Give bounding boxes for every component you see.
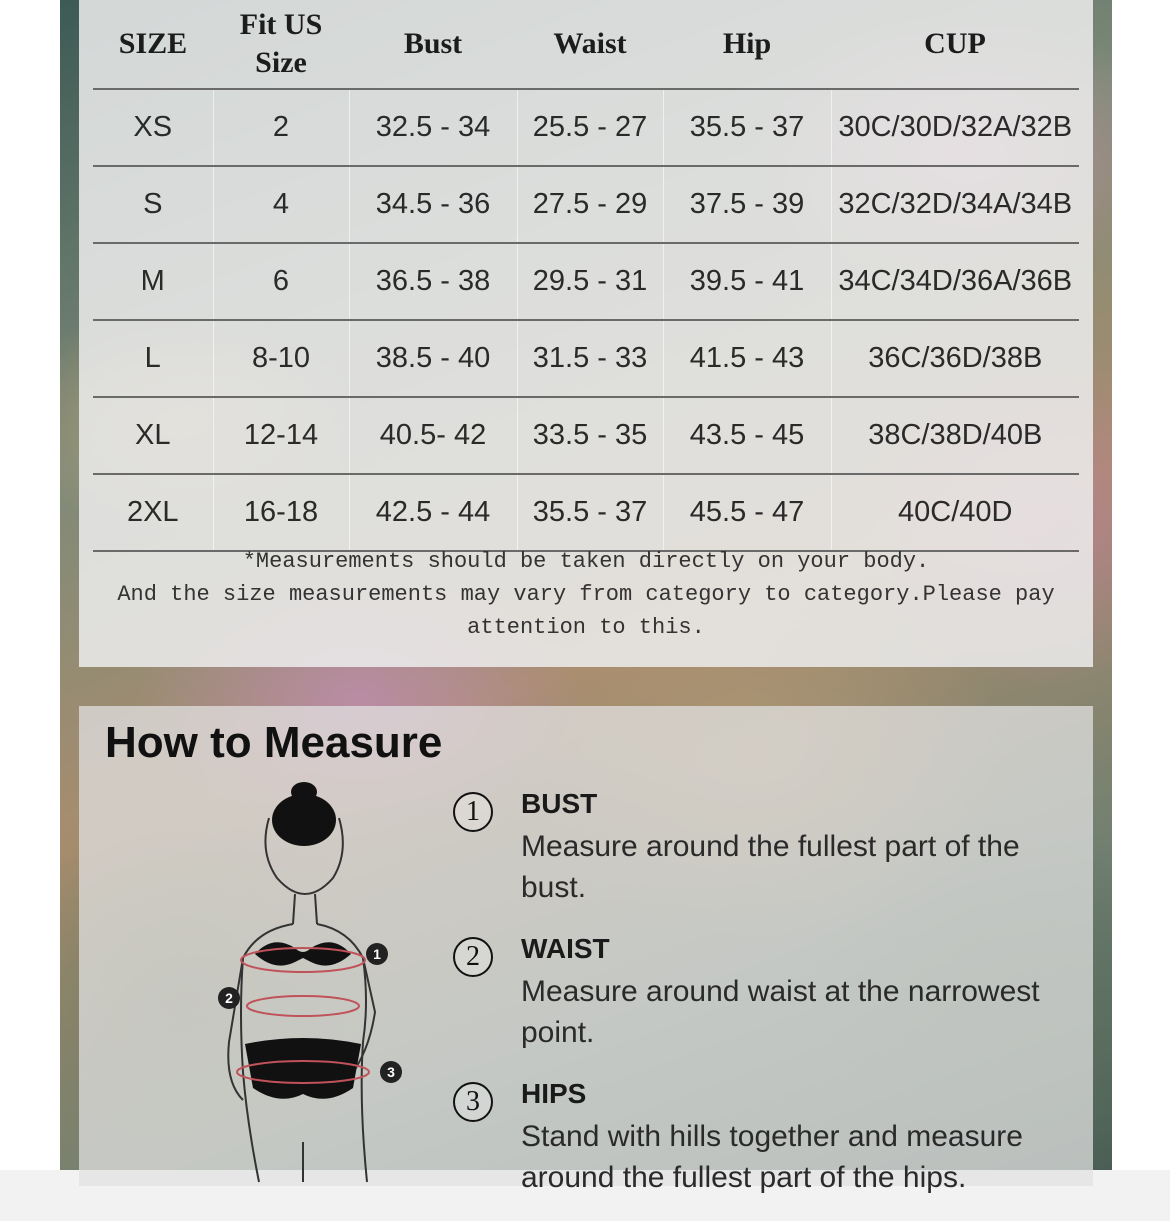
step-number-2-icon: 2 — [453, 937, 493, 977]
table-cell-cup: 30C/30D/32A/32B — [831, 89, 1079, 166]
table-cell-hip: 37.5 - 39 — [663, 166, 831, 243]
table-cell-cup: 40C/40D — [831, 474, 1079, 551]
step-hips — [449, 1076, 1079, 1221]
table-cell-hip: 39.5 - 41 — [663, 243, 831, 320]
step-title: WAIST — [521, 933, 610, 964]
column-header-size: SIZE — [118, 27, 188, 60]
step-description: Measure around the fullest part of the bust. — [521, 830, 1020, 904]
table-cell-size: L — [93, 320, 213, 397]
step-title: BUST — [521, 788, 598, 819]
size-table — [93, 0, 1079, 552]
step-waist — [449, 931, 1079, 1076]
table-row — [93, 320, 1079, 397]
table-cell-bust: 34.5 - 36 — [349, 166, 517, 243]
column-header-fit-us-size: Fit US Size — [239, 8, 323, 79]
table-cell-waist: 31.5 - 33 — [517, 320, 663, 397]
column-header-waist: Waist — [553, 27, 627, 60]
svg-text:1: 1 — [373, 946, 381, 962]
table-cell-cup: 36C/36D/38B — [831, 320, 1079, 397]
table-cell-fit-us-size: 4 — [213, 166, 349, 243]
table-cell-hip: 45.5 - 47 — [663, 474, 831, 551]
table-cell-fit-us-size: 6 — [213, 243, 349, 320]
table-cell-fit-us-size: 12-14 — [213, 397, 349, 474]
table-cell-size: XS — [93, 89, 213, 166]
measurement-note — [79, 545, 1093, 644]
table-row — [93, 474, 1079, 551]
table-row — [93, 243, 1079, 320]
table-row — [93, 397, 1079, 474]
table-cell-size: XL — [93, 397, 213, 474]
marker-2-icon — [218, 987, 240, 1009]
table-cell-hip: 43.5 - 45 — [663, 397, 831, 474]
step-description: Measure around waist at the narrowest point. — [521, 975, 1040, 1049]
table-cell-bust: 40.5- 42 — [349, 397, 517, 474]
table-cell-bust: 32.5 - 34 — [349, 89, 517, 166]
measure-steps — [449, 786, 1079, 1221]
left-margin — [0, 0, 60, 1170]
table-cell-bust: 36.5 - 38 — [349, 243, 517, 320]
step-description: Stand with hills together and measure around the fullest part of the hips. — [521, 1120, 1023, 1194]
step-bust — [449, 786, 1079, 931]
table-cell-waist: 25.5 - 27 — [517, 89, 663, 166]
svg-text:2: 2 — [225, 990, 233, 1006]
table-cell-waist: 29.5 - 31 — [517, 243, 663, 320]
table-header-row — [93, 0, 1079, 89]
table-row — [93, 89, 1079, 166]
table-cell-fit-us-size: 16-18 — [213, 474, 349, 551]
table-cell-waist: 35.5 - 37 — [517, 474, 663, 551]
table-cell-hip: 41.5 - 43 — [663, 320, 831, 397]
step-number-1-icon: 1 — [453, 792, 493, 832]
right-margin — [1112, 0, 1170, 1170]
table-cell-waist: 33.5 - 35 — [517, 397, 663, 474]
table-cell-bust: 38.5 - 40 — [349, 320, 517, 397]
table-cell-bust: 42.5 - 44 — [349, 474, 517, 551]
size-table-panel — [79, 0, 1093, 667]
table-body — [93, 89, 1079, 551]
how-to-measure-panel — [79, 706, 1093, 1194]
body-measure-figure-illustration — [199, 782, 409, 1182]
note-line-2: And the size measurements may vary from category to category.Please pay attention to this. — [117, 582, 1055, 640]
marker-3-icon — [380, 1061, 402, 1083]
column-header-cup: CUP — [924, 27, 986, 60]
size-chart-poster — [60, 0, 1112, 1194]
section-title: How to Measure — [105, 718, 443, 767]
table-cell-cup: 34C/34D/36A/36B — [831, 243, 1079, 320]
table-cell-fit-us-size: 2 — [213, 89, 349, 166]
table-row — [93, 166, 1079, 243]
table-cell-hip: 35.5 - 37 — [663, 89, 831, 166]
step-number-3-icon: 3 — [453, 1082, 493, 1122]
note-line-1: *Measurements should be taken directly on your body. — [242, 549, 930, 574]
table-cell-fit-us-size: 8-10 — [213, 320, 349, 397]
marker-1-icon — [366, 943, 388, 965]
table-cell-size: S — [93, 166, 213, 243]
step-title: HIPS — [521, 1078, 587, 1109]
table-cell-cup: 38C/38D/40B — [831, 397, 1079, 474]
table-cell-cup: 32C/32D/34A/34B — [831, 166, 1079, 243]
svg-text:3: 3 — [387, 1064, 395, 1080]
column-header-hip: Hip — [722, 27, 772, 60]
table-cell-size: 2XL — [93, 474, 213, 551]
table-cell-size: M — [93, 243, 213, 320]
table-cell-waist: 27.5 - 29 — [517, 166, 663, 243]
column-header-bust: Bust — [403, 27, 463, 60]
